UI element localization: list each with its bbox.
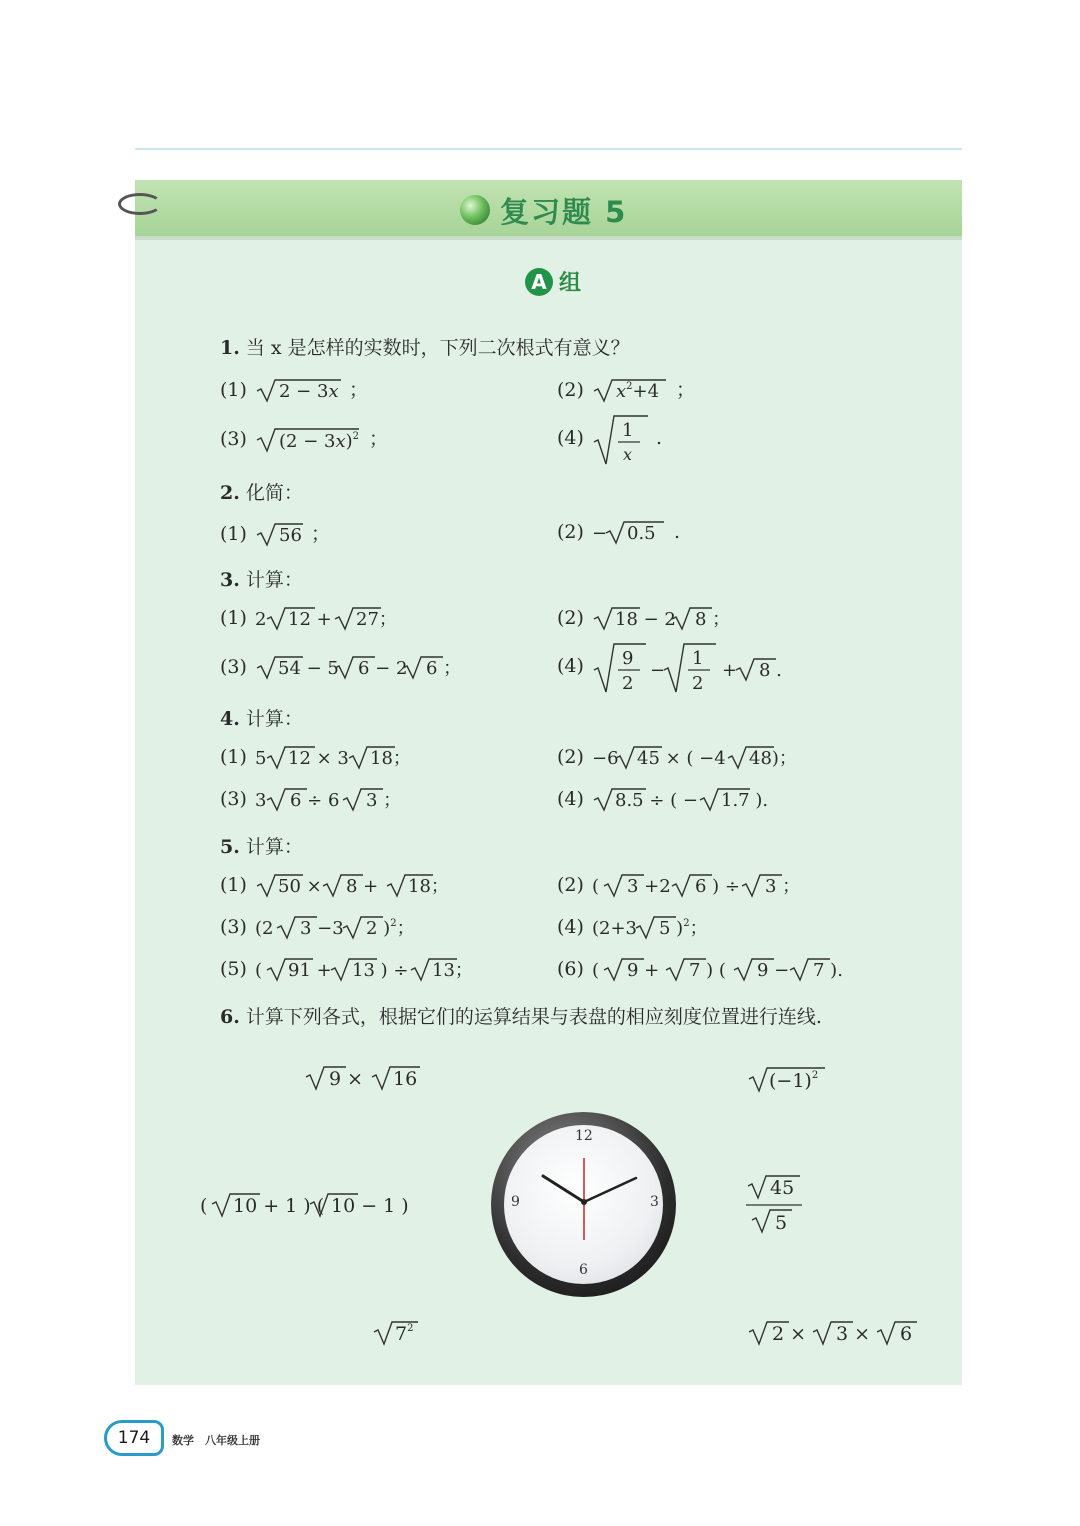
radical-expression [253,521,305,549]
svg-text:1: 1 [691,648,704,669]
svg-text:10 − 1 ): 10 − 1 ) [331,1195,409,1217]
q2-item-1 [220,519,330,549]
radical-expression [253,956,473,984]
item-label: (4) [557,655,584,677]
svg-text:2 ×: 2 × [772,1323,807,1345]
question-number: 2. [220,482,240,504]
banner-shadow [135,236,962,240]
svg-text:8 ；: 8 ； [694,609,731,630]
svg-text:3 ；: 3 ； [764,876,801,897]
item-tail: ； [349,379,369,401]
svg-text:(: ( [591,876,599,897]
svg-text:12 × 3: 12 × 3 [287,748,349,769]
item-label: (5) [220,958,247,980]
q1-item-4 [557,412,662,466]
svg-text:10 + 1 ) (: 10 + 1 ) ( [233,1195,325,1217]
item-label: (3) [220,656,247,678]
svg-text:8 .: 8 . [758,660,782,681]
svg-text:(2+3: (2+3 [591,918,637,939]
item-tail: . [674,521,681,543]
item-label: (3) [220,916,247,938]
item-label: (1) [220,379,247,401]
clock [491,1112,676,1297]
item-label: (3) [220,428,247,450]
q3-item-3 [220,654,483,682]
item-tail: . [656,427,663,449]
item-label: (2) [557,521,584,543]
expr-sqrt45-over-sqrt5 [744,1172,814,1238]
item-label: (2) [557,379,584,401]
svg-text:6 ；: 6 ； [425,658,462,679]
svg-text:(: ( [254,960,262,981]
svg-text:27；: 27； [355,609,397,630]
item-label: (1) [220,523,247,545]
svg-text:5: 5 [254,748,267,769]
question-6 [220,1002,822,1029]
svg-text:72: $7^2$ [395,1323,414,1345]
radical-expression [590,872,830,900]
sphere-icon [460,195,490,225]
svg-text:+: + [721,660,738,681]
clock-number-6: 6 [579,1262,588,1278]
svg-text:−: − [649,660,666,681]
svg-text:3 +2: 3 +2 [626,876,671,897]
svg-text:x2+4: $x^2+4$ [615,381,660,402]
hour-hand [543,1176,584,1202]
group-badge: A [525,268,553,296]
section-title: 复习题 5 [500,194,628,229]
q2-item-2 [557,519,680,547]
item-label: (4) [557,788,584,810]
svg-text:13；: 13； [431,960,473,981]
minute-hand [584,1178,636,1202]
svg-text:7 ) (: 7 ) ( [688,960,726,981]
radical-fraction [590,412,650,466]
q5-item-2 [557,872,830,900]
q5-item-3 [220,914,453,942]
q5-item-1 [220,872,453,900]
radical-expression [590,640,810,694]
svg-text:2: 2 [254,609,267,630]
item-tail: ； [369,428,389,450]
item-label: (4) [557,427,584,449]
q4-item-1 [220,744,423,772]
svg-text:−: − [591,523,608,544]
svg-text:(: ( [591,960,599,981]
question-1 [220,333,630,360]
banner-title [460,190,627,230]
question-number: 3. [220,569,240,591]
radical-expression [590,956,860,984]
group-label: 组 [559,271,582,296]
svg-text:6 ÷ 6: 6 ÷ 6 [289,790,340,811]
svg-text:9 −: 9 − [756,960,790,981]
radical-expression [253,872,453,900]
svg-text:48)；: 48)； [748,748,797,769]
group-heading [525,266,581,297]
question-number: 6. [220,1006,240,1028]
radical-expression [590,914,750,942]
footer-book-title: 数学 八年级上册 [172,1434,260,1447]
expr-sqrt9-times-sqrt16 [304,1063,434,1093]
expr-sqrt10-product [198,1190,428,1220]
item-tail: ； [676,379,696,401]
svg-text:(2 − 3x)2: $(2 - 3x)^2$ [278,431,359,452]
header-rule [135,148,962,150]
q3-item-1 [220,605,403,633]
hook-icon [118,193,162,215]
radical-expression [253,786,423,814]
q3-item-4 [557,640,810,694]
radical-expression [253,914,453,942]
radical-expression [590,786,780,814]
item-tail: ； [311,523,331,545]
question-text: 当 x 是怎样的实数时，下列二次根式有意义？ [245,337,630,359]
question-4 [220,704,303,731]
radical-expression [253,605,403,633]
svg-text:18；: 18； [407,876,449,897]
svg-text:0.5: 0.5 [626,523,656,544]
svg-text:18 − 2: 18 − 2 [614,609,676,630]
question-number: 5. [220,836,240,858]
radical-expression [590,744,810,772]
q5-item-4 [557,914,750,942]
svg-text:56: 56 [278,525,302,546]
svg-text:1.7 ).: 1.7 ). [720,790,769,811]
svg-text:45 × ( −4: 45 × ( −4 [636,748,726,769]
q5-item-6 [557,956,860,984]
question-2 [220,478,303,505]
svg-text:6: 6 [900,1323,913,1345]
question-number: 1. [220,337,240,359]
svg-text:−6: −6 [591,748,619,769]
clock-number-9: 9 [511,1194,520,1210]
radical-expression [590,605,740,633]
question-text: 计算： [245,569,303,591]
q4-item-3 [220,786,423,814]
svg-text:8 +: 8 + [345,876,379,897]
question-text: 计算下列各式，根据它们的运算结果与表盘的相应刻度位置进行连线. [245,1006,822,1028]
svg-text:3 −3: 3 −3 [299,918,344,939]
svg-text:91 +: 91 + [287,960,332,981]
item-label: (6) [557,958,584,980]
question-text: 计算： [245,836,303,858]
svg-text:6 ) ÷: 6 ) ÷ [694,876,740,897]
svg-text:13 ) ÷: 13 ) ÷ [351,960,409,981]
svg-text:18；: 18； [369,748,411,769]
expr-sqrt-7-squared [372,1318,432,1348]
svg-text:1: 1 [621,420,634,441]
q1-item-1 [220,375,368,405]
radical-expression [253,425,363,455]
page-number: 174 [117,1428,151,1448]
svg-text:2 )2；: 2 )$^2$； [365,918,415,939]
svg-text:3 ×: 3 × [836,1323,871,1345]
svg-text:3: 3 [254,790,267,811]
radical-expression [253,744,423,772]
question-number: 4. [220,708,240,730]
svg-text:9 ×: 9 × [329,1068,364,1090]
svg-text:2 − 3x: 2 − 3x [278,381,339,402]
svg-text:54 − 5: 54 − 5 [277,658,339,679]
q3-item-2 [557,605,740,633]
clock-center-pin [581,1199,587,1205]
q4-item-4 [557,786,780,814]
svg-text:5: 5 [775,1212,788,1234]
item-label: (3) [220,788,247,810]
radical-expression [590,377,670,405]
question-text: 化简： [245,482,303,504]
q5-item-5 [220,956,473,984]
svg-text:45: 45 [770,1177,795,1199]
expr-sqrt-neg1-squared [747,1063,837,1095]
item-label: (4) [557,916,584,938]
svg-text:3 ；: 3 ； [365,790,402,811]
item-label: (2) [557,746,584,768]
svg-text:9 +: 9 + [626,960,660,981]
q1-item-2 [557,375,695,405]
svg-text:2: 2 [621,673,634,694]
svg-text:x: x [622,445,632,464]
svg-text:2: 2 [691,673,704,694]
question-3 [220,565,303,592]
item-label: (2) [557,607,584,629]
svg-text:(2: (2 [254,918,274,939]
item-label: (1) [220,746,247,768]
q4-item-2 [557,744,810,772]
clock-number-12: 12 [575,1128,593,1144]
svg-text:(−1)2: $(-1)^2$ [769,1070,819,1092]
svg-text:16: 16 [393,1068,418,1090]
item-label: (2) [557,874,584,896]
radical-expression [253,654,483,682]
question-text: 计算： [245,708,303,730]
radical-expression [590,519,668,547]
svg-text:9: 9 [621,648,634,669]
radical-expression [253,377,343,405]
clock-number-3: 3 [650,1194,659,1210]
svg-text:7 ).: 7 ). [812,960,843,981]
question-5 [220,832,303,859]
svg-text:6 − 2: 6 − 2 [357,658,408,679]
svg-text:8.5 ÷ ( −: 8.5 ÷ ( − [614,790,698,811]
svg-text:12 +: 12 + [287,609,332,630]
clock-hands [491,1112,676,1297]
expr-sqrt2-sqrt3-sqrt6 [747,1318,937,1348]
item-label: (1) [220,607,247,629]
page-number-badge [104,1420,164,1456]
svg-text:50 ×: 50 × [277,876,322,897]
svg-text:(: ( [200,1195,208,1217]
q1-item-3 [220,424,388,455]
svg-text:5 )2；: 5 )$^2$； [658,918,708,939]
item-label: (1) [220,874,247,896]
